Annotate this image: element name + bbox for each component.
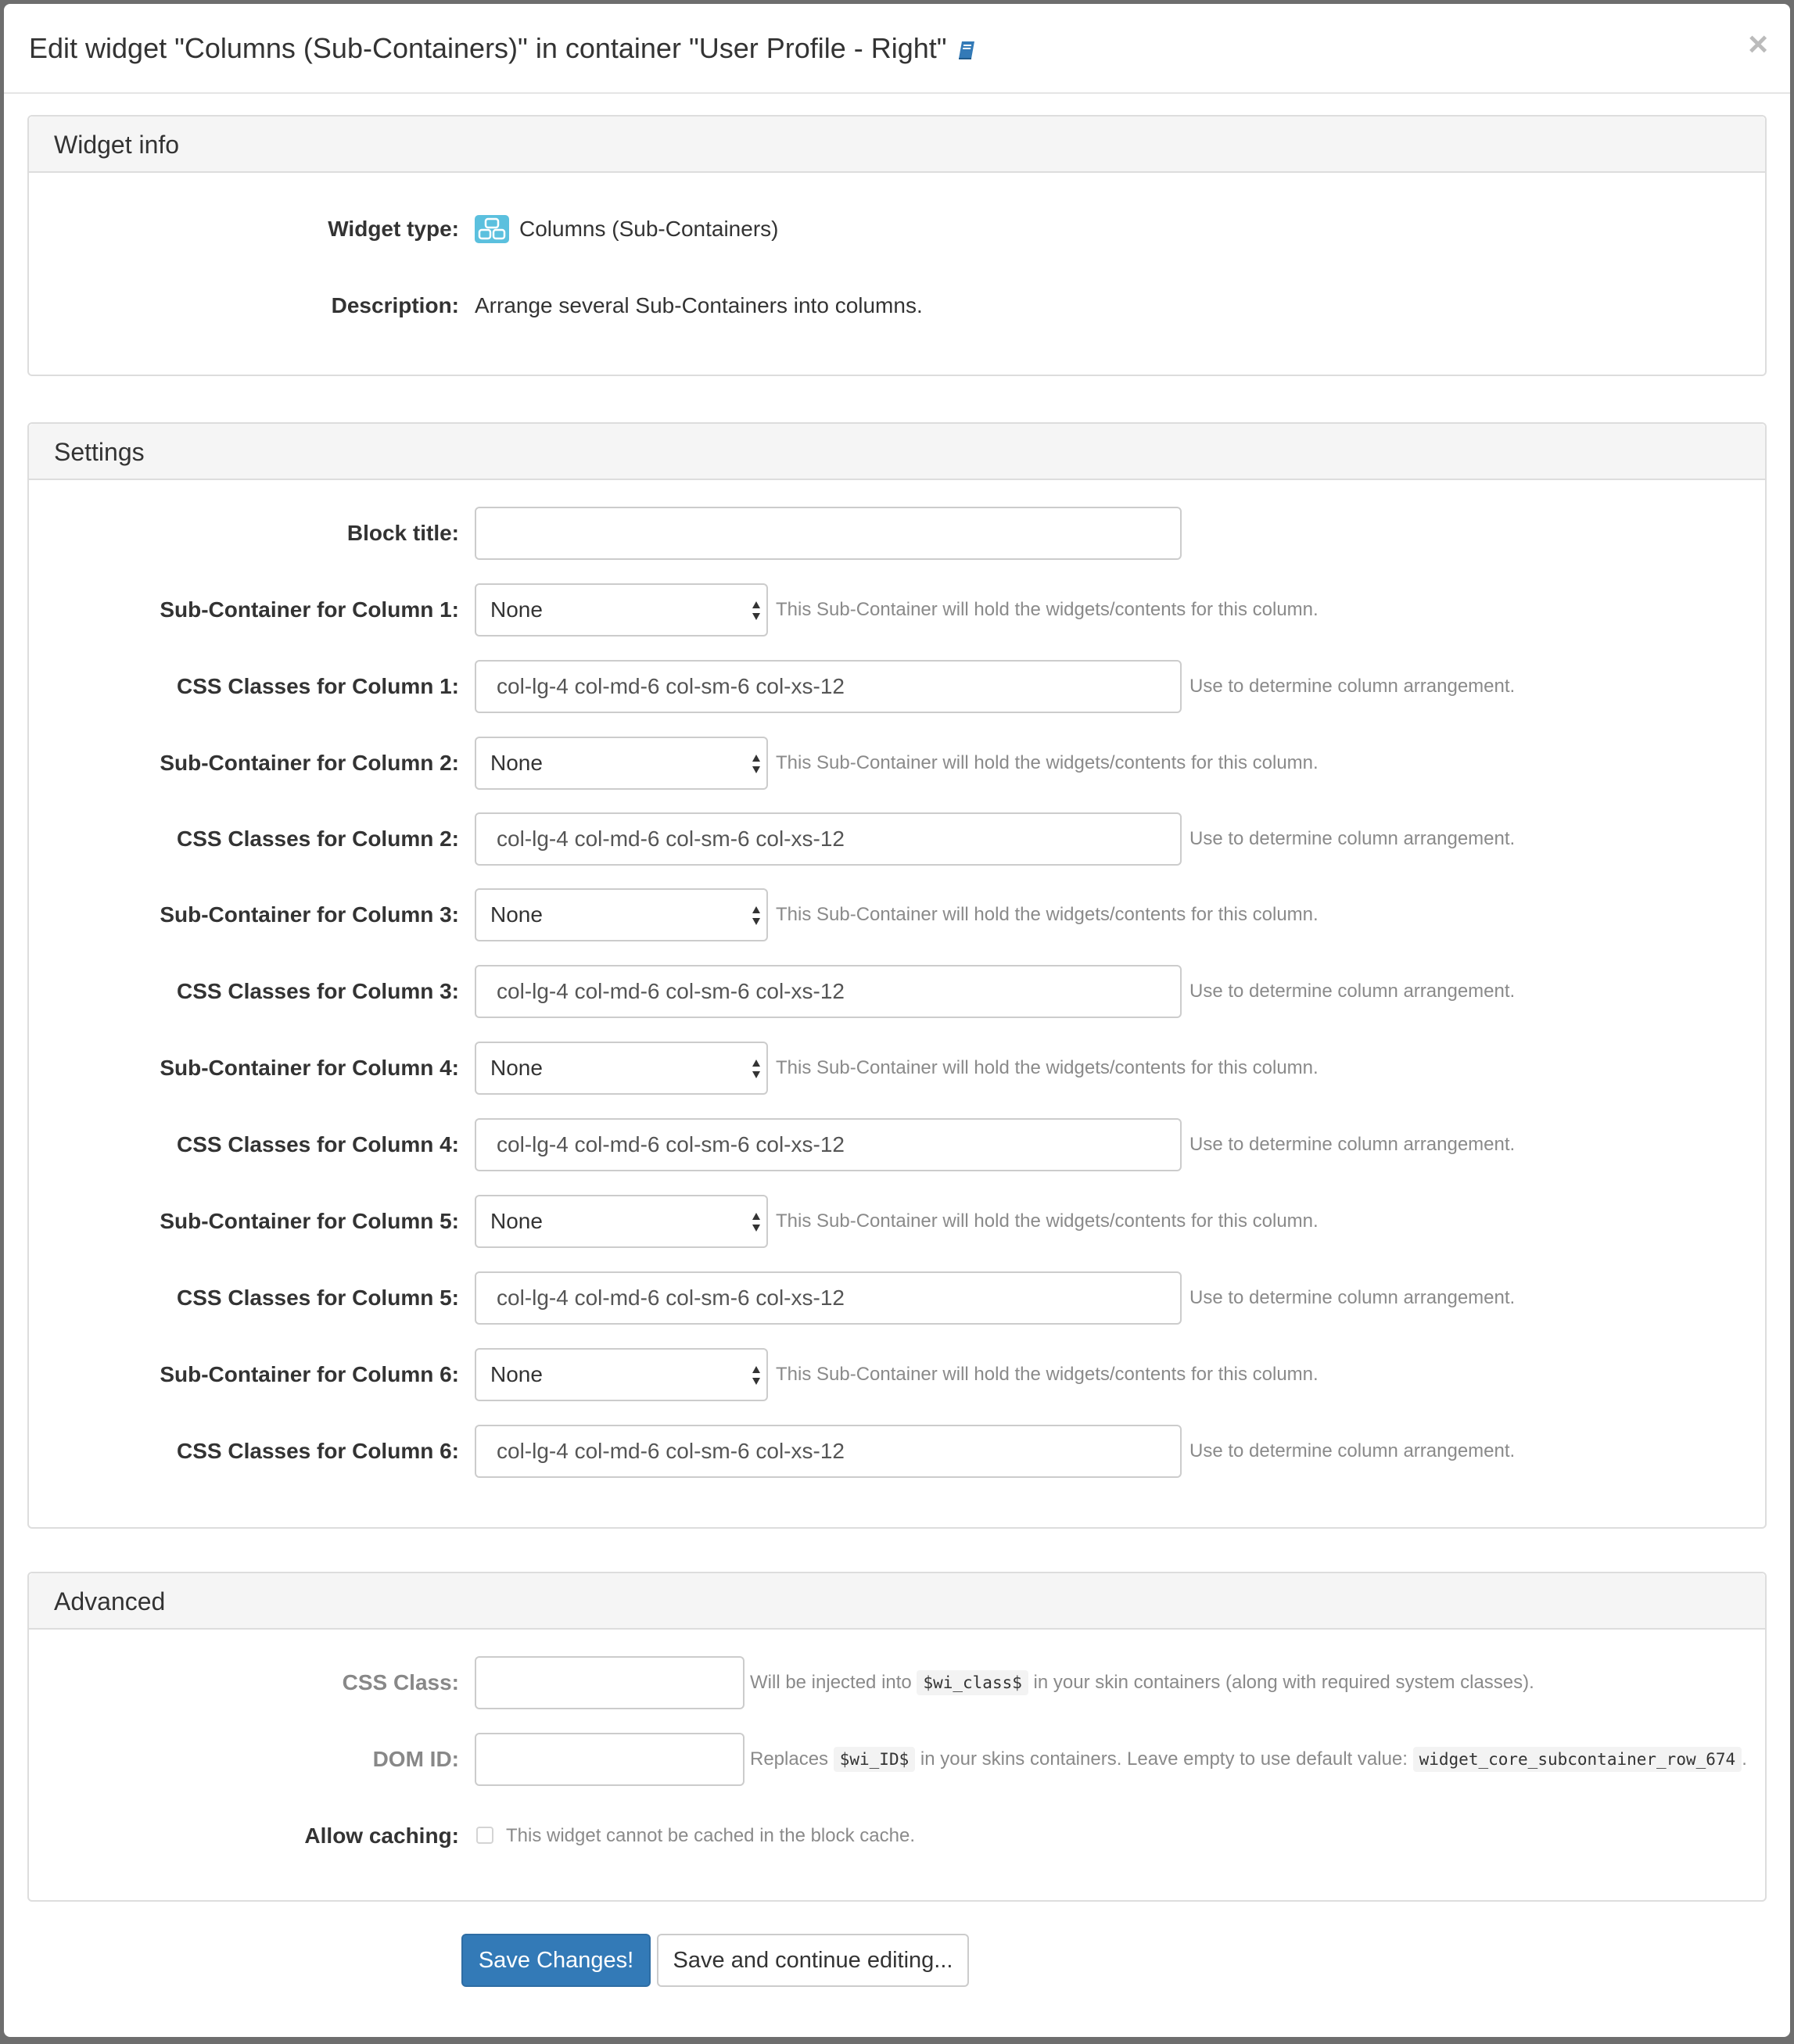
css-classes-input[interactable] (475, 812, 1182, 866)
modal-title (29, 32, 977, 65)
css-class-label: CSS Class: (342, 1670, 459, 1694)
css-class-help (750, 1656, 1534, 1709)
css-classes-input[interactable] (475, 1271, 1182, 1325)
css-classes-row (29, 1271, 1765, 1325)
dom-id-help-text: Replaces (750, 1748, 829, 1770)
block-title-row (29, 507, 1765, 560)
block-title-input[interactable] (475, 507, 1182, 560)
edit-widget-modal (4, 4, 1790, 2037)
widget-type-label: Widget type: (328, 217, 459, 241)
css-classes-help: Use to determine column arrangement. (1189, 1134, 1516, 1155)
close-icon[interactable]: × (1748, 25, 1768, 63)
sub-container-label: Sub-Container for Column 5: (160, 1209, 459, 1233)
dom-id-help-text-mid: in your skins containers. Leave empty to use default value: (920, 1748, 1408, 1770)
modal-header (4, 4, 1790, 94)
css-classes-help: Use to determine column arrangement. (1189, 676, 1516, 697)
css-classes-help: Use to determine column arrangement. (1189, 828, 1516, 849)
sub-container-help: This Sub-Container will hold the widgets/contents for this column. (776, 1210, 1319, 1232)
modal-title-text: Edit widget "Columns (Sub-Containers)" in container "User Profile - Right" (29, 32, 947, 64)
sub-container-selected: None (490, 1209, 543, 1233)
sub-container-help: This Sub-Container will hold the widgets/contents for this column. (776, 1364, 1319, 1385)
default-dom-id-code: widget_core_subcontainer_row_674 (1413, 1747, 1742, 1772)
css-class-input[interactable] (475, 1656, 745, 1709)
sub-container-help: This Sub-Container will hold the widgets/contents for this column. (776, 599, 1319, 620)
select-arrows-icon (751, 1364, 762, 1387)
advanced-panel (27, 1572, 1767, 1902)
block-title-label: Block title: (346, 521, 459, 545)
advanced-heading: Advanced (29, 1573, 1765, 1630)
dom-id-help (750, 1733, 1747, 1786)
sub-container-select[interactable] (475, 737, 768, 790)
widget-type-row (29, 203, 1765, 256)
sub-container-select[interactable] (475, 1042, 768, 1095)
subcontainer-icon (475, 215, 509, 243)
css-class-help-text-end: in your skin containers (along with required system classes). (1033, 1672, 1534, 1693)
css-class-row (29, 1656, 1765, 1709)
sub-container-selected: None (490, 902, 543, 927)
css-classes-row (29, 660, 1765, 713)
sub-container-label: Sub-Container for Column 4: (160, 1056, 459, 1080)
css-classes-input[interactable] (475, 660, 1182, 713)
sub-container-selected: None (490, 1056, 543, 1080)
sub-container-select[interactable] (475, 888, 768, 941)
dom-id-label: DOM ID: (372, 1747, 459, 1771)
allow-caching-row (29, 1809, 1765, 1863)
wi-class-code: $wi_class$ (917, 1670, 1028, 1695)
css-classes-help: Use to determine column arrangement. (1189, 1440, 1516, 1461)
css-classes-row (29, 965, 1765, 1018)
css-class-help-text: Will be injected into (750, 1672, 912, 1693)
sub-container-selected: None (490, 751, 543, 775)
css-classes-row (29, 1118, 1765, 1171)
css-classes-label: CSS Classes for Column 3: (177, 979, 459, 1003)
dom-id-input[interactable] (475, 1733, 745, 1786)
css-classes-input[interactable] (475, 1118, 1182, 1171)
sub-container-row (29, 888, 1765, 941)
allow-caching-checkbox[interactable] (476, 1827, 493, 1844)
wi-id-code: $wi_ID$ (834, 1747, 916, 1772)
css-classes-help: Use to determine column arrangement. (1189, 1287, 1516, 1308)
allow-caching-help: This widget cannot be cached in the block cache. (506, 1825, 915, 1846)
sub-container-selected: None (490, 597, 543, 622)
save-continue-button[interactable]: Save and continue editing... (657, 1934, 969, 1987)
allow-caching-label: Allow caching: (304, 1823, 459, 1848)
css-classes-input[interactable] (475, 1425, 1182, 1478)
css-classes-label: CSS Classes for Column 5: (177, 1286, 459, 1310)
sub-container-select[interactable] (475, 1195, 768, 1248)
widget-info-panel (27, 115, 1767, 376)
css-classes-row (29, 1425, 1765, 1478)
css-classes-row (29, 812, 1765, 866)
css-classes-label: CSS Classes for Column 2: (177, 827, 459, 851)
sub-container-row (29, 737, 1765, 790)
sub-container-row (29, 1042, 1765, 1095)
dom-id-help-period: . (1742, 1748, 1747, 1770)
sub-container-select[interactable] (475, 1348, 768, 1401)
sub-container-help: This Sub-Container will hold the widgets/contents for this column. (776, 752, 1319, 773)
css-classes-label: CSS Classes for Column 1: (177, 674, 459, 698)
sub-container-help: This Sub-Container will hold the widgets/contents for this column. (776, 904, 1319, 925)
manual-book-icon[interactable] (956, 39, 977, 61)
description-row (29, 279, 1765, 332)
settings-panel (27, 422, 1767, 1529)
select-arrows-icon (751, 1057, 762, 1081)
css-classes-help: Use to determine column arrangement. (1189, 981, 1516, 1002)
select-arrows-icon (751, 752, 762, 776)
css-classes-label: CSS Classes for Column 4: (177, 1132, 459, 1156)
select-arrows-icon (751, 599, 762, 622)
save-changes-button[interactable]: Save Changes! (461, 1934, 651, 1987)
widget-type-value: Columns (Sub-Containers) (519, 217, 779, 241)
sub-container-label: Sub-Container for Column 1: (160, 597, 459, 622)
sub-container-select[interactable] (475, 583, 768, 637)
dom-id-row (29, 1733, 1765, 1786)
description-value: Arrange several Sub-Containers into columns. (475, 293, 923, 317)
sub-container-row (29, 1195, 1765, 1248)
description-label: Description: (331, 293, 459, 317)
sub-container-selected: None (490, 1362, 543, 1386)
sub-container-row (29, 1348, 1765, 1401)
sub-container-row (29, 583, 1765, 637)
sub-container-help: This Sub-Container will hold the widgets/contents for this column. (776, 1057, 1319, 1078)
sub-container-label: Sub-Container for Column 2: (160, 751, 459, 775)
widget-info-heading: Widget info (29, 117, 1765, 173)
select-arrows-icon (751, 904, 762, 927)
css-classes-label: CSS Classes for Column 6: (177, 1439, 459, 1463)
settings-heading: Settings (29, 424, 1765, 480)
select-arrows-icon (751, 1210, 762, 1234)
sub-container-label: Sub-Container for Column 3: (160, 902, 459, 927)
sub-container-label: Sub-Container for Column 6: (160, 1362, 459, 1386)
css-classes-input[interactable] (475, 965, 1182, 1018)
